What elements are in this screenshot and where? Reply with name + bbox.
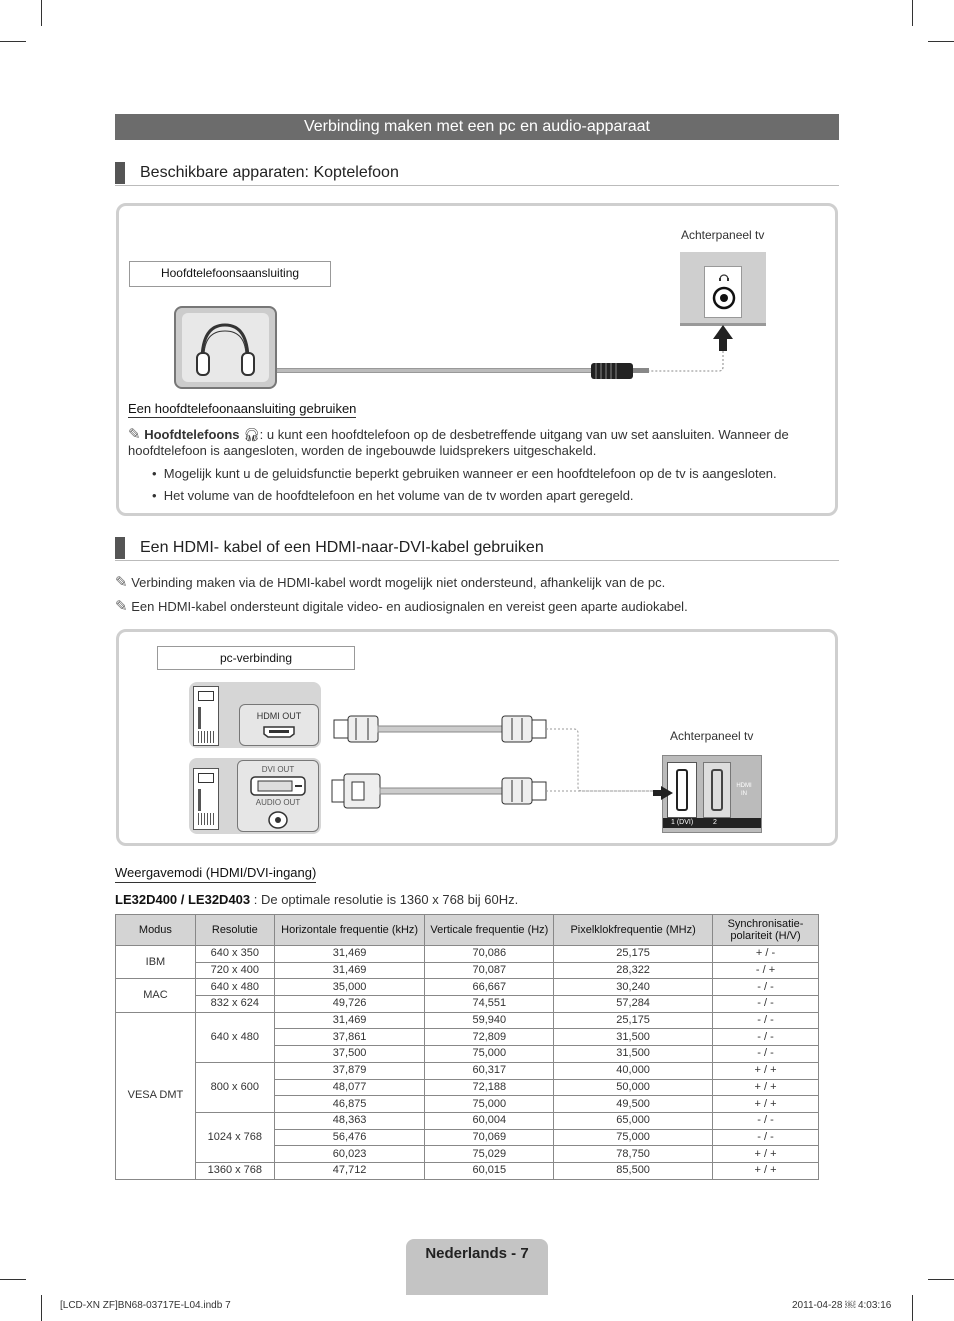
value-cell: + / +: [713, 1079, 819, 1096]
value-cell: 49,726: [274, 996, 425, 1013]
headphone-icon: [182, 313, 269, 382]
col-header: Pixelklokfrequentie (MHz): [554, 915, 713, 946]
mode-cell: MAC: [116, 979, 196, 1012]
value-cell: 60,023: [274, 1146, 425, 1163]
modes-title: Weergavemodi (HDMI/DVI-ingang): [115, 865, 316, 883]
headphone-panel: [116, 203, 838, 516]
value-cell: 47,712: [274, 1162, 425, 1179]
value-cell: 70,087: [425, 962, 554, 979]
col-header: Verticale frequentie (Hz): [425, 915, 554, 946]
hdmi-out-port: [239, 704, 319, 746]
value-cell: 60,317: [425, 1062, 554, 1079]
resolution-cell: 800 x 600: [195, 1062, 274, 1112]
crop-mark: [912, 0, 913, 26]
value-cell: 57,284: [554, 996, 713, 1013]
table-row: [116, 962, 819, 979]
value-cell: 50,000: [554, 1079, 713, 1096]
headphone-bullet: • Het volume van de hoofdtelefoon en het volume van de tv worden apart geregeld.: [152, 488, 634, 503]
plug-icon: [591, 360, 651, 382]
resolution-cell: 720 x 400: [195, 962, 274, 979]
table-body: [116, 946, 819, 1180]
headphone-jack-icon: [705, 267, 743, 319]
table-row: [116, 1112, 819, 1129]
audio-out-label: AUDIO OUT: [255, 798, 301, 807]
value-cell: 31,469: [274, 962, 425, 979]
value-cell: 28,322: [554, 962, 713, 979]
value-cell: - / -: [713, 1012, 819, 1029]
col-header: Modus: [116, 915, 196, 946]
value-cell: - / -: [713, 996, 819, 1013]
headphone-subtitle: [115, 162, 839, 186]
pc-connection-label: pc-verbinding: [157, 646, 355, 670]
headphone-title: Beschikbare apparaten: Koptelefoon: [140, 164, 399, 181]
port-2-label: 2: [713, 819, 717, 826]
crop-mark: [912, 1295, 913, 1321]
value-cell: - / +: [713, 962, 819, 979]
value-cell: 60,004: [425, 1112, 554, 1129]
audio-port-icon: [268, 811, 288, 829]
value-cell: 60,015: [425, 1162, 554, 1179]
crop-mark: [41, 1295, 42, 1321]
hdmi-in-label: HDMI IN: [736, 783, 752, 797]
value-cell: 48,077: [274, 1079, 425, 1096]
pc-tower-icon: [193, 768, 219, 830]
headphone-cable: [277, 368, 593, 373]
value-cell: 59,940: [425, 1012, 554, 1029]
mode-cell: VESA DMT: [116, 1012, 196, 1179]
col-header: Horizontale frequentie (kHz): [274, 915, 425, 946]
modes-model-line: [115, 892, 518, 907]
hdmi-port-icon: [262, 725, 296, 739]
subtitle-marker: [115, 537, 125, 559]
value-cell: - / -: [713, 1046, 819, 1063]
value-cell: 31,469: [274, 1012, 425, 1029]
rear-panel-label: Achterpaneel tv: [670, 729, 754, 743]
table-row: [116, 979, 819, 996]
dvi-audio-port: [237, 760, 319, 832]
hdmi-panel: [116, 629, 838, 846]
value-cell: 37,861: [274, 1029, 425, 1046]
hdmi-in-port-2: [703, 762, 731, 818]
mode-cell: IBM: [116, 946, 196, 979]
value-cell: 35,000: [274, 979, 425, 996]
value-cell: + / +: [713, 1096, 819, 1113]
value-cell: + / +: [713, 1146, 819, 1163]
table-row: [116, 1062, 819, 1079]
subtitle-marker: [115, 162, 125, 184]
note-pen-icon: ✎: [128, 426, 141, 443]
value-cell: 56,476: [274, 1129, 425, 1146]
note-bold: Hoofdtelefoons: [144, 427, 240, 442]
crop-mark: [0, 1279, 26, 1280]
port-number-bar: [663, 818, 761, 828]
table-row: [116, 946, 819, 963]
value-cell: 70,069: [425, 1129, 554, 1146]
page-number-tab: Nederlands - 7: [406, 1239, 548, 1295]
crop-mark: [928, 41, 954, 42]
value-cell: 40,000: [554, 1062, 713, 1079]
resolution-cell: 640 x 480: [195, 979, 274, 996]
connect-arrow-icon: [653, 786, 673, 800]
resolution-cell: 640 x 350: [195, 946, 274, 963]
dvi-port-icon: [250, 776, 306, 796]
value-cell: 72,809: [425, 1029, 554, 1046]
table-row: [116, 996, 819, 1013]
value-cell: 72,188: [425, 1079, 554, 1096]
col-header: Synchronisatie-polariteit (H/V): [713, 915, 819, 946]
tv-hdmi-panel: [662, 755, 762, 833]
value-cell: 65,000: [554, 1112, 713, 1129]
pc-tower-icon: [193, 686, 219, 746]
headphone-note: [128, 427, 828, 459]
crop-mark: [0, 41, 26, 42]
value-cell: 74,551: [425, 996, 554, 1013]
print-date: 2011-04-28 ￼ 4:03:16: [792, 1300, 892, 1311]
hdmi-title: Een HDMI- kabel of een HDMI-naar-DVI-kabel gebruiken: [140, 539, 544, 556]
value-cell: 78,750: [554, 1146, 713, 1163]
value-cell: 75,029: [425, 1146, 554, 1163]
model-text: : De optimale resolutie is 1360 x 768 bij 60Hz.: [250, 892, 519, 907]
hdmi-note: ✎ Verbinding maken via de HDMI-kabel wordt mogelijk niet ondersteund, afhankelijk van de pc.: [115, 574, 666, 591]
value-cell: 75,000: [425, 1046, 554, 1063]
value-cell: 37,500: [274, 1046, 425, 1063]
resolution-cell: 640 x 480: [195, 1012, 274, 1062]
rear-panel-label: Achterpaneel tv: [681, 228, 765, 242]
table-row: [116, 1162, 819, 1179]
value-cell: - / -: [713, 1029, 819, 1046]
file-info: [LCD-XN ZF]BN68-03717E-L04.indb 7: [60, 1300, 231, 1311]
headphone-bullet: • Mogelijk kunt u de geluidsfunctie beperkt gebruiken wanneer er een hoofdtelefoon op de tv is aangesloten.: [152, 466, 777, 481]
jack-label: Hoofdtelefoonsaansluiting: [129, 261, 331, 287]
model-name: LE32D400 / LE32D403: [115, 892, 251, 907]
value-cell: 31,469: [274, 946, 425, 963]
resolution-cell: 1360 x 768: [195, 1162, 274, 1179]
value-cell: + / +: [713, 1162, 819, 1179]
value-cell: 25,175: [554, 1012, 713, 1029]
hdmi-out-label: HDMI OUT: [256, 711, 302, 721]
section-title: Verbinding maken met een pc en audio-apparaat: [115, 114, 839, 140]
dvi-out-label: DVI OUT: [261, 765, 295, 774]
value-cell: 75,000: [425, 1096, 554, 1113]
resolution-cell: 1024 x 768: [195, 1112, 274, 1162]
note-pen-icon: ✎: [115, 598, 128, 615]
value-cell: 70,086: [425, 946, 554, 963]
hdmi-subtitle: [115, 537, 839, 561]
value-cell: 31,500: [554, 1046, 713, 1063]
display-modes-table: [115, 914, 819, 1180]
usage-title: Een hoofdtelefoonaansluiting gebruiken: [128, 401, 357, 416]
headphone-frame: [174, 306, 277, 389]
value-cell: 48,363: [274, 1112, 425, 1129]
value-cell: - / -: [713, 1129, 819, 1146]
value-cell: 46,875: [274, 1096, 425, 1113]
value-cell: 31,500: [554, 1029, 713, 1046]
headphone-inner: [182, 313, 269, 382]
table-row: [116, 1012, 819, 1029]
value-cell: 49,500: [554, 1096, 713, 1113]
value-cell: + / +: [713, 1062, 819, 1079]
value-cell: 37,879: [274, 1062, 425, 1079]
value-cell: 25,175: [554, 946, 713, 963]
col-header: Resolutie: [195, 915, 274, 946]
table-header-row: [116, 915, 819, 946]
hdmi-note: ✎ Een HDMI-kabel ondersteunt digitale video- en audiosignalen en vereist geen aparte audiokabel.: [115, 598, 688, 615]
crop-mark: [41, 0, 42, 26]
value-cell: 75,000: [554, 1129, 713, 1146]
resolution-cell: 832 x 624: [195, 996, 274, 1013]
crop-mark: [928, 1279, 954, 1280]
note-pen-icon: ✎: [115, 574, 128, 591]
value-cell: 66,667: [425, 979, 554, 996]
value-cell: - / -: [713, 1112, 819, 1129]
value-cell: 85,500: [554, 1162, 713, 1179]
tv-rear-panel: [680, 252, 766, 326]
value-cell: + / -: [713, 946, 819, 963]
value-cell: - / -: [713, 979, 819, 996]
note-headphone-icon: 🎧︎: [243, 427, 260, 442]
headphone-jack: [704, 266, 742, 318]
value-cell: 30,240: [554, 979, 713, 996]
note-text: : u kunt een hoofdtelefoon op de desbetreffende uitgang van uw set aansluiten. Wanneer de hoofdtelefoon is aangesloten, worden de ingebouwde luidsprekers uitgeschakeld.: [128, 427, 789, 458]
port-1-label: 1 (DVI): [671, 819, 694, 826]
